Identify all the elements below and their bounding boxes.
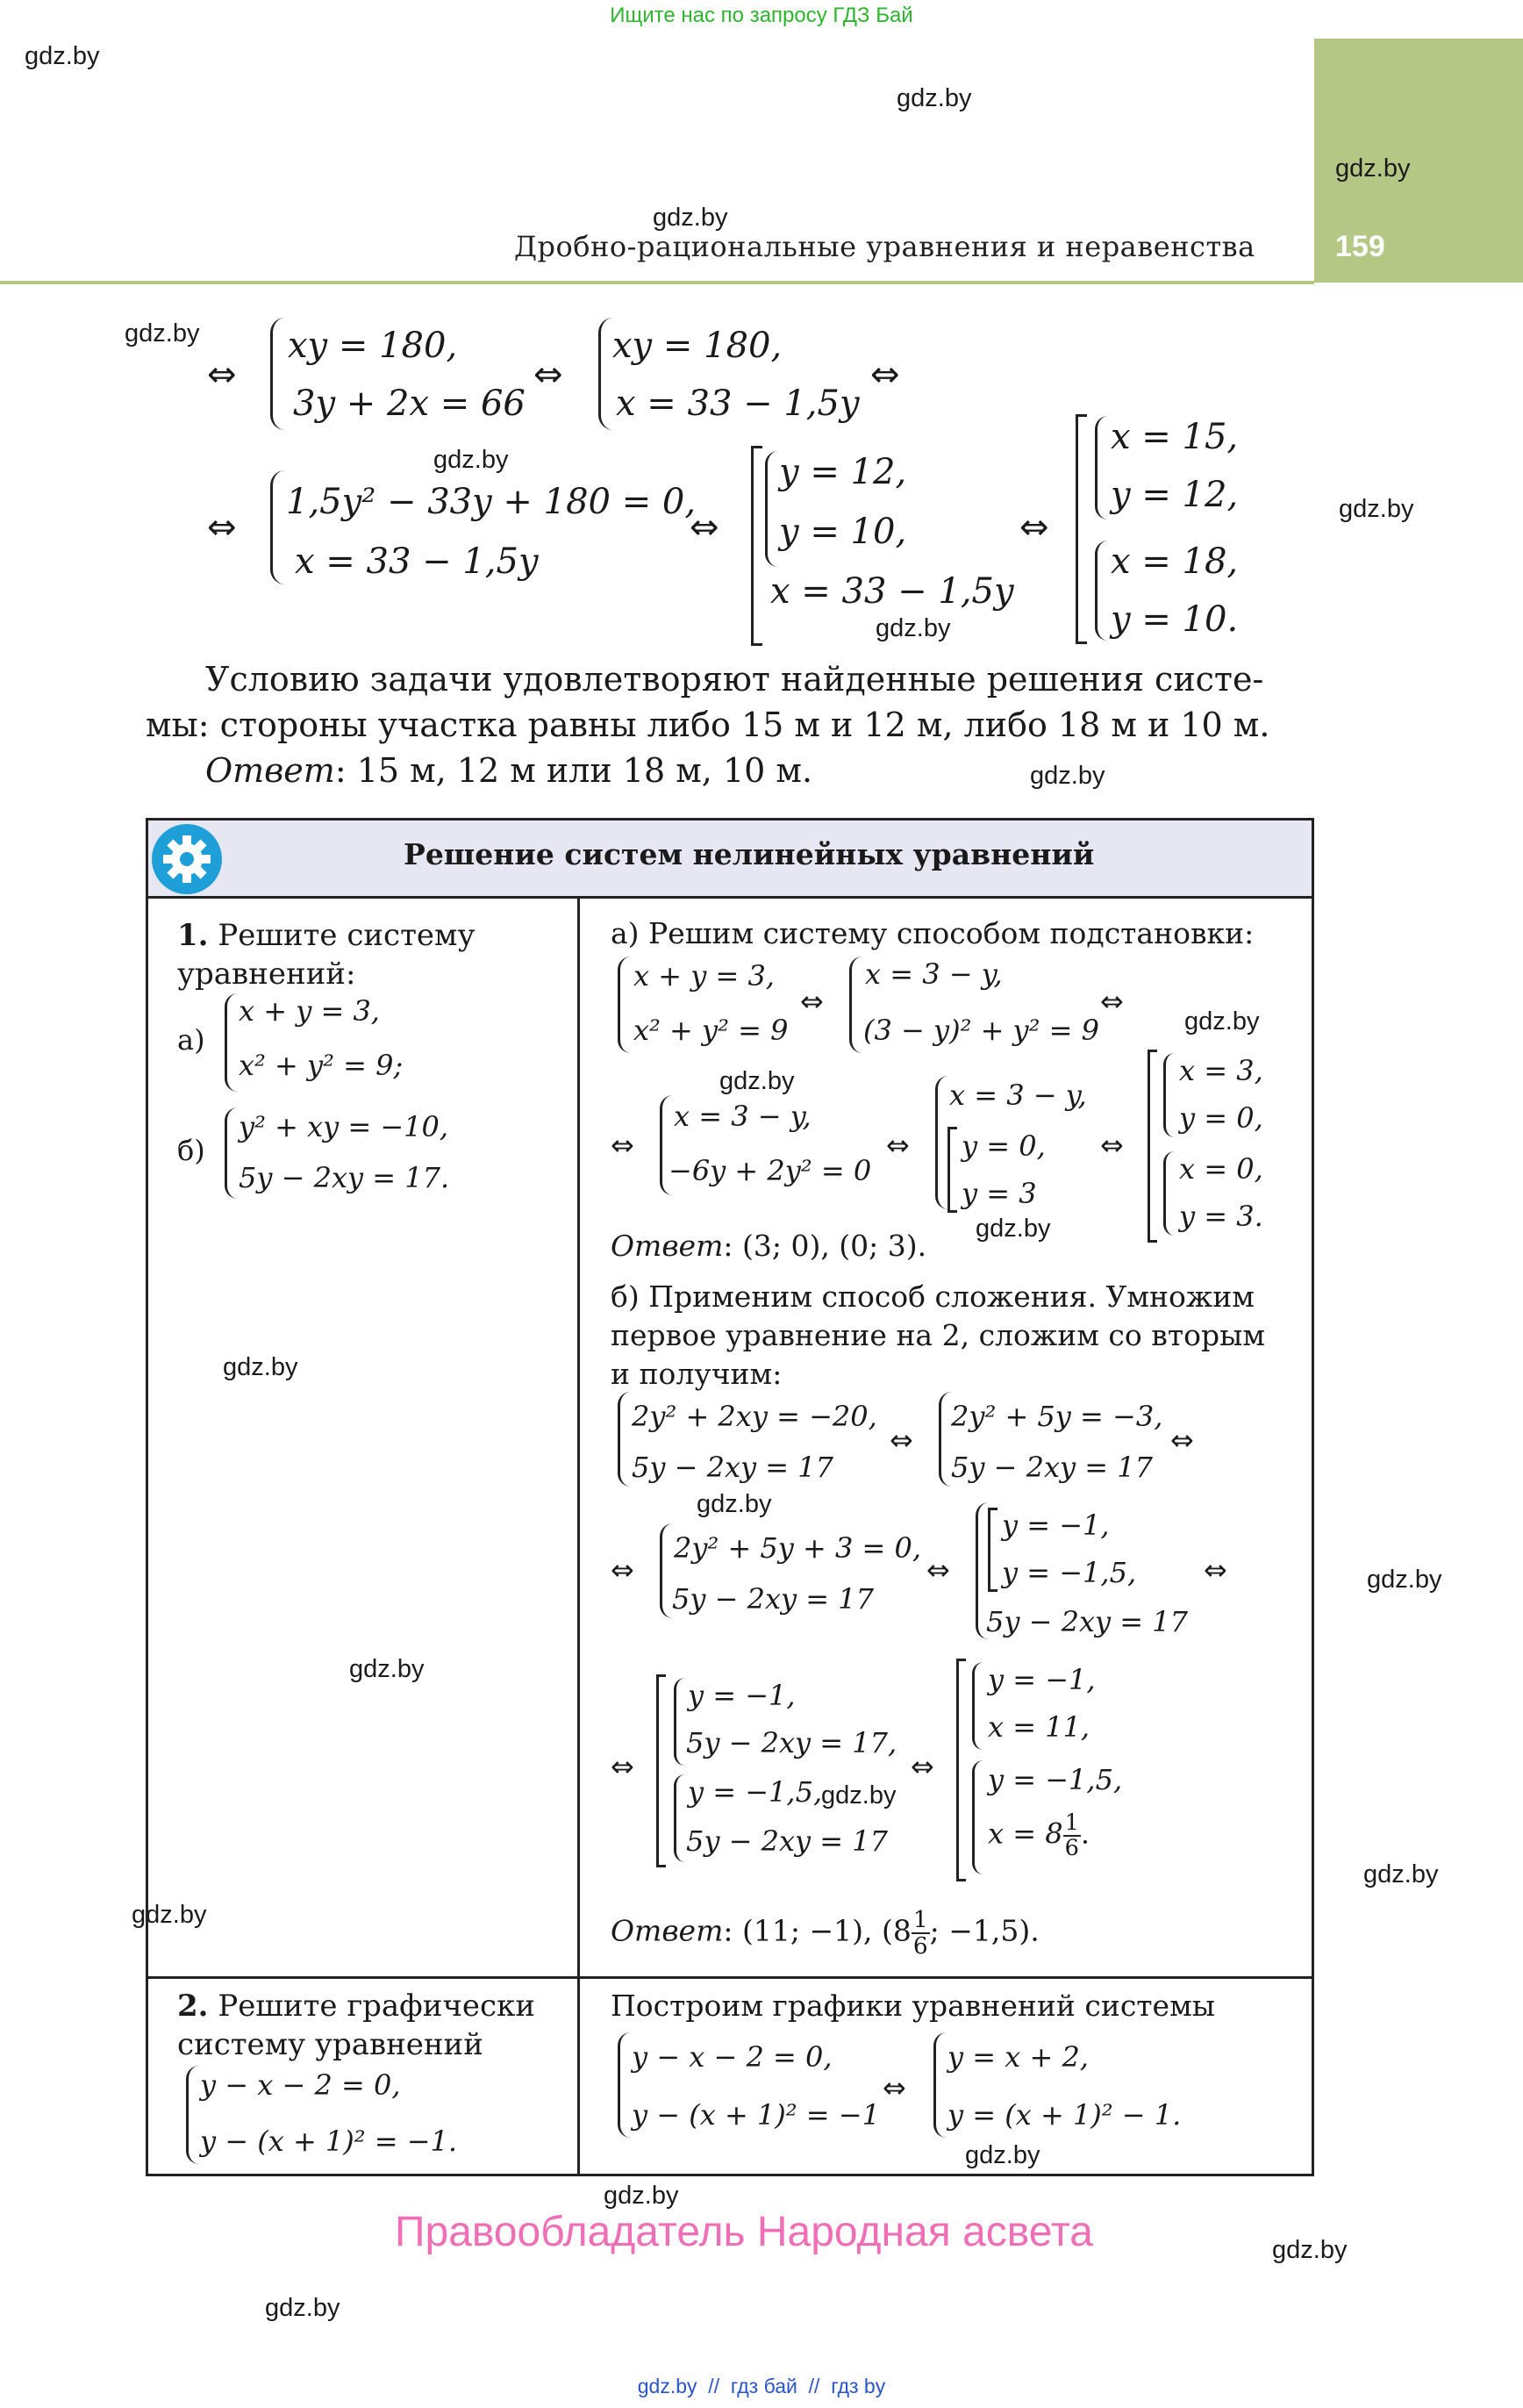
method-box-title: Решение систем нелинейных уравнений xyxy=(404,837,1095,871)
watermark: gdz.by xyxy=(1367,1566,1442,1594)
conclusion-line-2: мы: стороны участка равны либо 15 м и 12 м, либо 18 м и 10 м. xyxy=(146,706,1270,744)
equivalence-arrow: ⇔ xyxy=(890,1423,913,1457)
equation: y = 0, xyxy=(962,1129,1046,1163)
column-divider xyxy=(577,896,580,2174)
task-1-text xyxy=(177,916,475,993)
system-brace xyxy=(1163,1053,1175,1137)
equation: 5y − 2xy = 17 xyxy=(986,1605,1188,1638)
union-bracket xyxy=(1076,414,1087,644)
equation: y = −1, xyxy=(1002,1509,1110,1542)
union-bracket xyxy=(956,1659,966,1881)
equation: y² + xy = −10, xyxy=(239,1110,449,1143)
system-brace xyxy=(618,2032,631,2138)
watermark: gdz.by xyxy=(719,1067,795,1095)
equation: 2y² + 2xy = −20, xyxy=(632,1400,877,1433)
gear-icon xyxy=(151,823,223,895)
watermark: gdz.by xyxy=(604,2182,679,2210)
page-number: 159 xyxy=(1335,230,1385,263)
answer-label: Ответ xyxy=(611,1913,724,1948)
equation: 3y + 2x = 66 xyxy=(293,383,526,424)
equation: x = 0, xyxy=(1179,1152,1263,1186)
footer-links[interactable]: gdz.by // гдз бай // гдз by xyxy=(637,2375,886,2397)
equation: xy = 180, xyxy=(288,326,458,366)
watermark: gdz.by xyxy=(349,1655,425,1683)
system-brace xyxy=(1095,416,1108,520)
equivalence-arrow: ⇔ xyxy=(926,1553,950,1587)
fraction-denominator: 6 xyxy=(912,1931,928,1960)
watermark: gdz.by xyxy=(697,1490,772,1518)
watermark: gdz.by xyxy=(1184,1007,1260,1036)
equation: x + y = 3, xyxy=(239,994,380,1028)
equation: x = 3 − y, xyxy=(949,1079,1087,1112)
equation: 5y − 2xy = 17 xyxy=(672,1582,874,1616)
equation: x = 3 − y, xyxy=(865,957,1003,991)
equation-mixed-number: x = 8 $\frac{1}{6}$ . xyxy=(988,1810,1090,1861)
equation: y = −1,5, xyxy=(1002,1556,1137,1589)
equivalence-arrow: ⇔ xyxy=(911,1750,934,1783)
equation: y = −1, xyxy=(988,1663,1096,1696)
copyright-notice: Правообладатель Народная асвета xyxy=(395,2209,1093,2255)
watermark: gdz.by xyxy=(897,84,972,112)
watermark: gdz.by xyxy=(653,204,728,232)
watermark: gdz.by xyxy=(1339,495,1414,523)
watermark: gdz.by xyxy=(1335,154,1411,183)
row-divider xyxy=(148,1976,1312,1979)
system-brace xyxy=(972,1760,983,1874)
system-brace xyxy=(674,1774,685,1862)
task-number: 1. xyxy=(177,918,209,953)
equation: y − x − 2 = 0, xyxy=(200,2068,401,2102)
union-bracket xyxy=(947,1127,957,1213)
system-brace xyxy=(225,1107,238,1199)
watermark: gdz.by xyxy=(1272,2236,1348,2264)
fraction-numerator: 1 xyxy=(1064,1810,1079,1836)
equivalence-arrow: ⇔ xyxy=(690,507,719,548)
equation: x + y = 3, xyxy=(633,959,775,993)
equivalence-arrow: ⇔ xyxy=(800,985,824,1018)
conclusion-answer xyxy=(205,751,812,790)
answer-label: Ответ xyxy=(611,1229,724,1263)
equation: 5y − 2xy = 17 xyxy=(632,1451,833,1484)
equation: y = −1,5, xyxy=(688,1775,823,1809)
answer-text: ; −1,5). xyxy=(929,1913,1040,1948)
system-brace xyxy=(1163,1151,1175,1236)
task-2-text xyxy=(177,1987,535,2064)
answer-text: : (11; −1), (8 xyxy=(723,1913,912,1948)
equivalence-arrow: ⇔ xyxy=(1100,1129,1124,1162)
system-brace xyxy=(939,1392,952,1487)
equation: 5y − 2xy = 17 xyxy=(686,1824,888,1858)
task-text: систему уравнений xyxy=(177,2027,483,2062)
equation: y = 3 xyxy=(962,1177,1037,1210)
equation: x = 33 − 1,5y xyxy=(770,571,1014,612)
watermark: gdz.by xyxy=(25,42,100,70)
equivalence-arrow: ⇔ xyxy=(611,1553,634,1587)
equation: y = 3. xyxy=(1179,1200,1263,1233)
solution-b-text xyxy=(611,1278,1265,1394)
equivalence-arrow: ⇔ xyxy=(207,355,237,395)
equivalence-arrow: ⇔ xyxy=(533,355,563,395)
equation: 1,5y² − 33y + 180 = 0, xyxy=(286,482,697,522)
equivalence-arrow: ⇔ xyxy=(1100,985,1124,1018)
solution-b-answer xyxy=(611,1908,1040,1958)
equation: −6y + 2y² = 0 xyxy=(669,1154,872,1187)
system-brace xyxy=(765,451,778,567)
equation: y − (x + 1)² = −1. xyxy=(200,2125,458,2158)
equation: 2y² + 5y = −3, xyxy=(951,1400,1163,1433)
equation: y − (x + 1)² = −1 xyxy=(632,2098,880,2132)
system-brace xyxy=(598,318,613,430)
equation: y = −1, xyxy=(688,1679,796,1712)
fraction xyxy=(912,1908,930,1958)
equivalence-arrow: ⇔ xyxy=(886,1129,910,1162)
top-banner[interactable]: Ищите нас по запросу ГДЗ Бай xyxy=(610,4,913,27)
answer-text: : 15 м, 12 м или 18 м, 10 м. xyxy=(334,751,813,790)
union-bracket xyxy=(1148,1050,1157,1243)
equivalence-arrow: ⇔ xyxy=(883,2071,906,2104)
equation: x = 33 − 1,5y xyxy=(616,383,860,424)
equivalence-arrow: ⇔ xyxy=(870,355,900,395)
equation: x = 8 xyxy=(988,1817,1063,1851)
union-bracket xyxy=(656,1674,666,1867)
task-number: 2. xyxy=(177,1989,209,2024)
system-brace xyxy=(849,957,862,1053)
equation: x = 3 − y, xyxy=(674,1100,812,1133)
solution-2-intro: Построим графики уравнений системы xyxy=(611,1989,1216,2023)
equation: x = 33 − 1,5y xyxy=(295,541,539,582)
equivalence-arrow: ⇔ xyxy=(1204,1553,1227,1587)
system-brace xyxy=(972,1662,983,1750)
fraction xyxy=(1063,1811,1081,1860)
conclusion-line-1: Условию задачи удовлетворяют найденные решения систе- xyxy=(205,660,1264,699)
watermark: gdz.by xyxy=(265,2294,340,2322)
solution-text: и получим: xyxy=(611,1357,783,1391)
system-brace xyxy=(674,1678,685,1766)
equation: y = 10. xyxy=(1111,599,1239,640)
equation: y = 10, xyxy=(779,512,907,552)
equation: y = 12, xyxy=(779,452,907,492)
equation: y = (x + 1)² − 1. xyxy=(947,2098,1182,2132)
equivalence-arrow: ⇔ xyxy=(207,507,237,548)
fraction-denominator: 6 xyxy=(1064,1834,1079,1861)
watermark: gdz.by xyxy=(132,1901,207,1929)
equivalence-arrow: ⇔ xyxy=(611,1129,634,1162)
equation: 5y − 2xy = 17, xyxy=(686,1726,897,1759)
solution-a-answer xyxy=(611,1229,926,1263)
watermark: gdz.by xyxy=(1363,1860,1439,1888)
equation: (3 − y)² + y² = 9 xyxy=(863,1014,1099,1047)
equation: 2y² + 5y + 3 = 0, xyxy=(674,1531,922,1565)
watermark: gdz.by xyxy=(125,319,200,348)
solution-a-intro: а) Решим систему способом подстановки: xyxy=(611,916,1255,950)
watermark: gdz.by xyxy=(976,1215,1051,1243)
equation: x = 3, xyxy=(1179,1054,1263,1087)
system-brace xyxy=(618,1392,631,1487)
task-1a-label: а) xyxy=(177,1023,205,1057)
system-brace xyxy=(270,318,285,430)
watermark: gdz.by xyxy=(223,1353,298,1381)
equation: y = 12, xyxy=(1111,475,1239,515)
equivalence-arrow: ⇔ xyxy=(1170,1423,1194,1457)
header-rule xyxy=(0,281,1314,284)
equation: x = 18, xyxy=(1111,541,1239,582)
union-bracket xyxy=(751,446,762,646)
equivalence-arrow: ⇔ xyxy=(611,1750,634,1783)
watermark: gdz.by xyxy=(965,2141,1040,2169)
system-brace xyxy=(186,2066,199,2164)
system-brace xyxy=(933,2032,947,2138)
task-1b-label: б) xyxy=(177,1134,205,1167)
equation: xy = 180, xyxy=(612,326,783,366)
task-text: Решите графически xyxy=(218,1989,535,2024)
equation: y = x + 2, xyxy=(947,2040,1089,2074)
watermark: gdz.by xyxy=(876,614,951,642)
equation: y − x − 2 = 0, xyxy=(632,2040,833,2074)
task-text: Решите систему xyxy=(218,918,475,953)
equation: x = 15, xyxy=(1111,417,1239,457)
answer-text: : (3; 0), (0; 3). xyxy=(723,1229,927,1263)
watermark: gdz.by xyxy=(433,446,509,474)
answer-label: Ответ xyxy=(205,751,335,790)
system-brace xyxy=(618,957,631,1053)
system-brace xyxy=(1095,541,1108,641)
system-brace xyxy=(270,470,285,584)
equation: 5y − 2xy = 17. xyxy=(239,1161,450,1194)
equation: x² + y² = 9; xyxy=(239,1049,404,1082)
equation: x² + y² = 9 xyxy=(633,1014,789,1047)
equation: y = −1,5, xyxy=(988,1763,1123,1796)
equation: 5y − 2xy = 17 xyxy=(951,1451,1153,1484)
equation: x = 11, xyxy=(988,1710,1090,1744)
union-bracket xyxy=(988,1508,997,1592)
fraction-numerator: 1 xyxy=(912,1906,928,1933)
header-title: Дробно-рациональные уравнения и неравенства xyxy=(514,230,1255,263)
equivalence-arrow: ⇔ xyxy=(1019,507,1049,548)
watermark: gdz.by xyxy=(821,1781,897,1810)
system-brace xyxy=(935,1076,948,1209)
equation: y = 0, xyxy=(1179,1101,1263,1135)
solution-text: первое уравнение на 2, сложим со вторым xyxy=(611,1318,1265,1352)
task-text: уравнений: xyxy=(177,957,356,992)
system-brace xyxy=(225,993,238,1092)
watermark: gdz.by xyxy=(1030,762,1105,790)
system-brace xyxy=(660,1523,673,1618)
solution-text: б) Применим способ сложения. Умножим xyxy=(611,1279,1255,1314)
